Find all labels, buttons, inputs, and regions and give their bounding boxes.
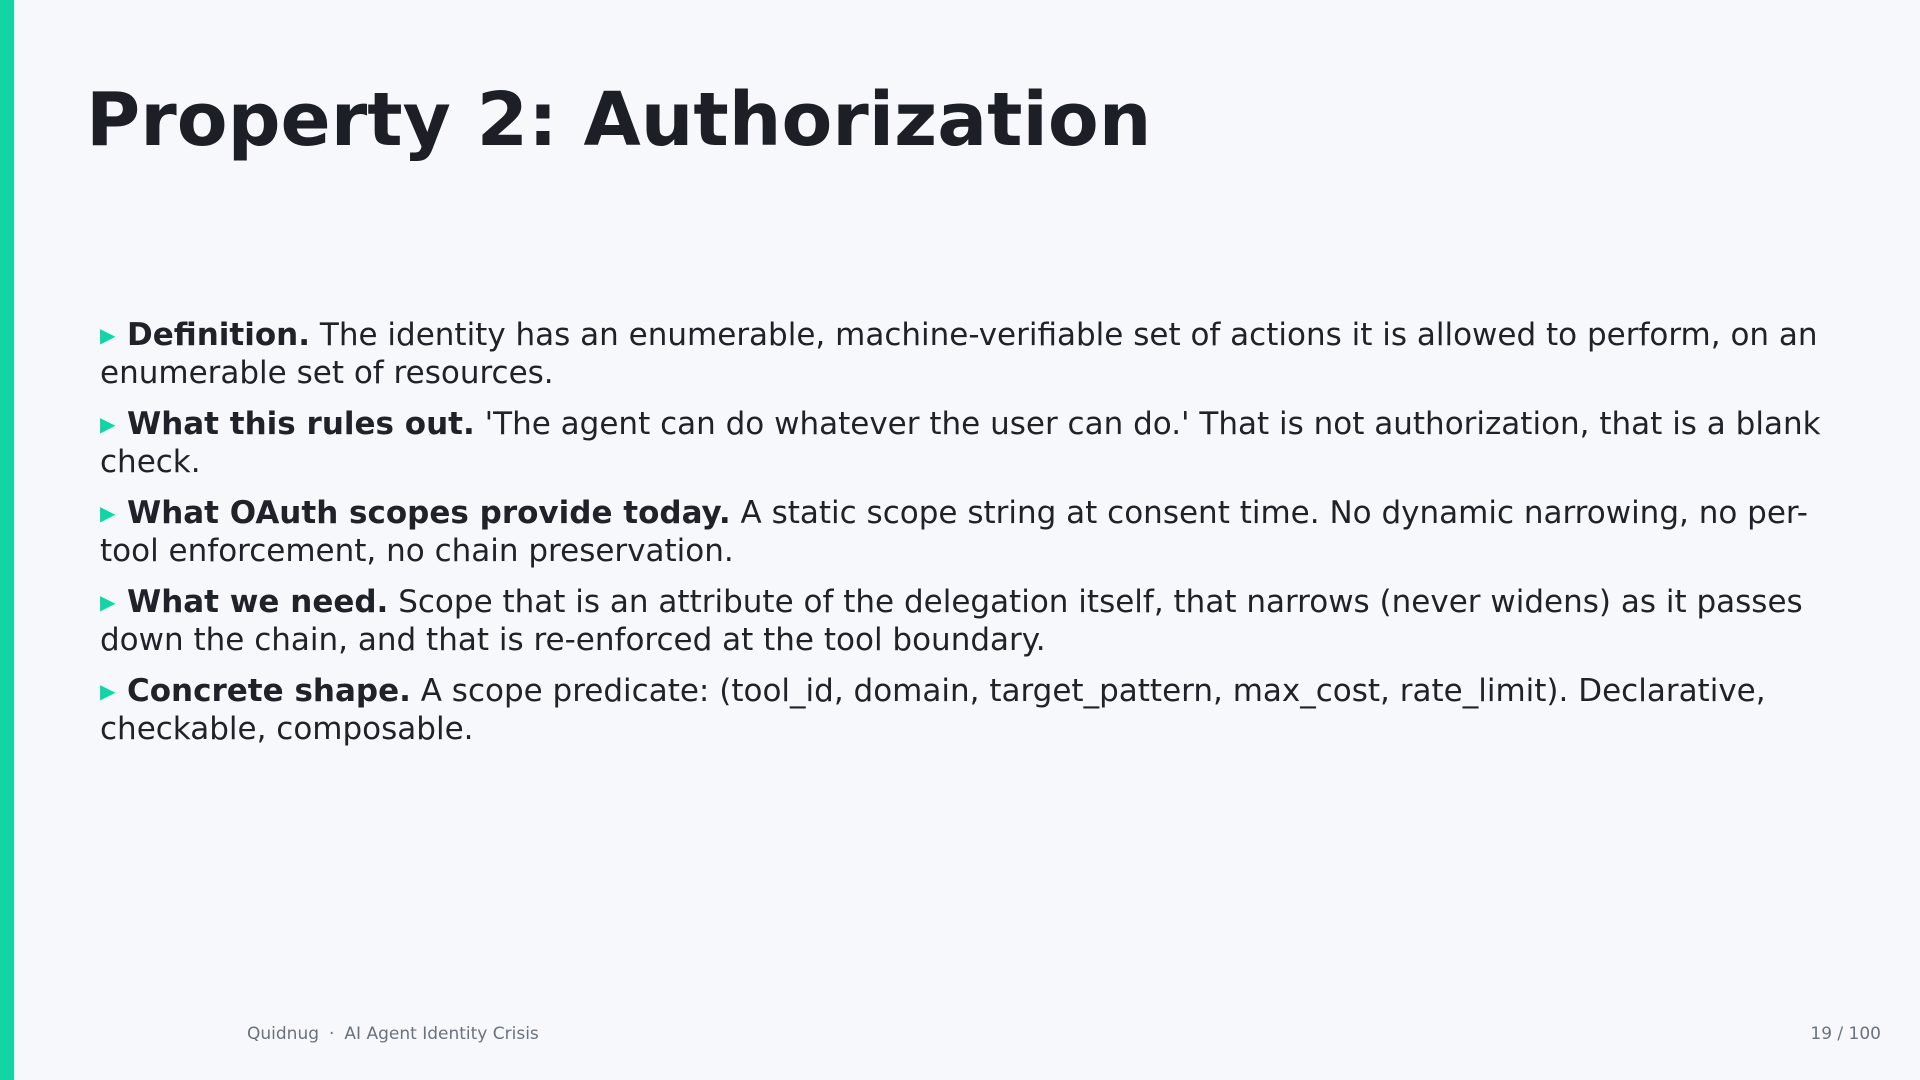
bullet-term: What this rules out. xyxy=(127,406,475,442)
bullet-marker-icon: ▶ xyxy=(100,412,116,436)
bullet-term: Definition. xyxy=(127,317,311,353)
footer-caption xyxy=(247,1023,539,1045)
bullet-concrete-shape xyxy=(100,672,1840,748)
footer-deck-title: AI Agent Identity Crisis xyxy=(344,1024,539,1044)
bullet-text: Scope that is an attribute of the delegation itself, that narrows (never widens) as it passes down the chain, and that is re-enforced at the tool boundary. xyxy=(100,584,1803,658)
bullet-text: A scope predicate: (tool_id, domain, target_pattern, max_cost, rate_limit). Declarative, checkable, composable. xyxy=(100,673,1766,747)
bullet-marker-icon: ▶ xyxy=(100,501,116,525)
bullet-marker-icon: ▶ xyxy=(100,323,116,347)
bullet-marker-icon: ▶ xyxy=(100,679,116,703)
bullet-marker-icon: ▶ xyxy=(100,590,116,614)
accent-bar xyxy=(0,0,14,1080)
footer-brand: Quidnug xyxy=(247,1024,320,1044)
bullet-rules-out xyxy=(100,405,1840,481)
bullet-term: What OAuth scopes provide today. xyxy=(127,495,731,531)
bullet-what-we-need xyxy=(100,583,1840,659)
bullet-oauth-scopes xyxy=(100,494,1840,570)
bullet-text: The identity has an enumerable, machine-verifiable set of actions it is allowed to perform, on an enumerable set of resources. xyxy=(100,317,1818,391)
bullet-text: 'The agent can do whatever the user can do.' That is not authorization, that is a blank check. xyxy=(100,406,1821,480)
bullet-text: A static scope string at consent time. No dynamic narrowing, no per-tool enforcement, no chain preservation. xyxy=(100,495,1808,569)
bullet-definition xyxy=(100,316,1840,392)
footer-separator: · xyxy=(329,1024,335,1044)
slide-title: Property 2: Authorization xyxy=(86,77,1152,163)
bullet-term: What we need. xyxy=(127,584,389,620)
bullet-list xyxy=(100,316,1840,761)
bullet-term: Concrete shape. xyxy=(127,673,411,709)
page-number: 19 / 100 xyxy=(1810,1024,1881,1044)
